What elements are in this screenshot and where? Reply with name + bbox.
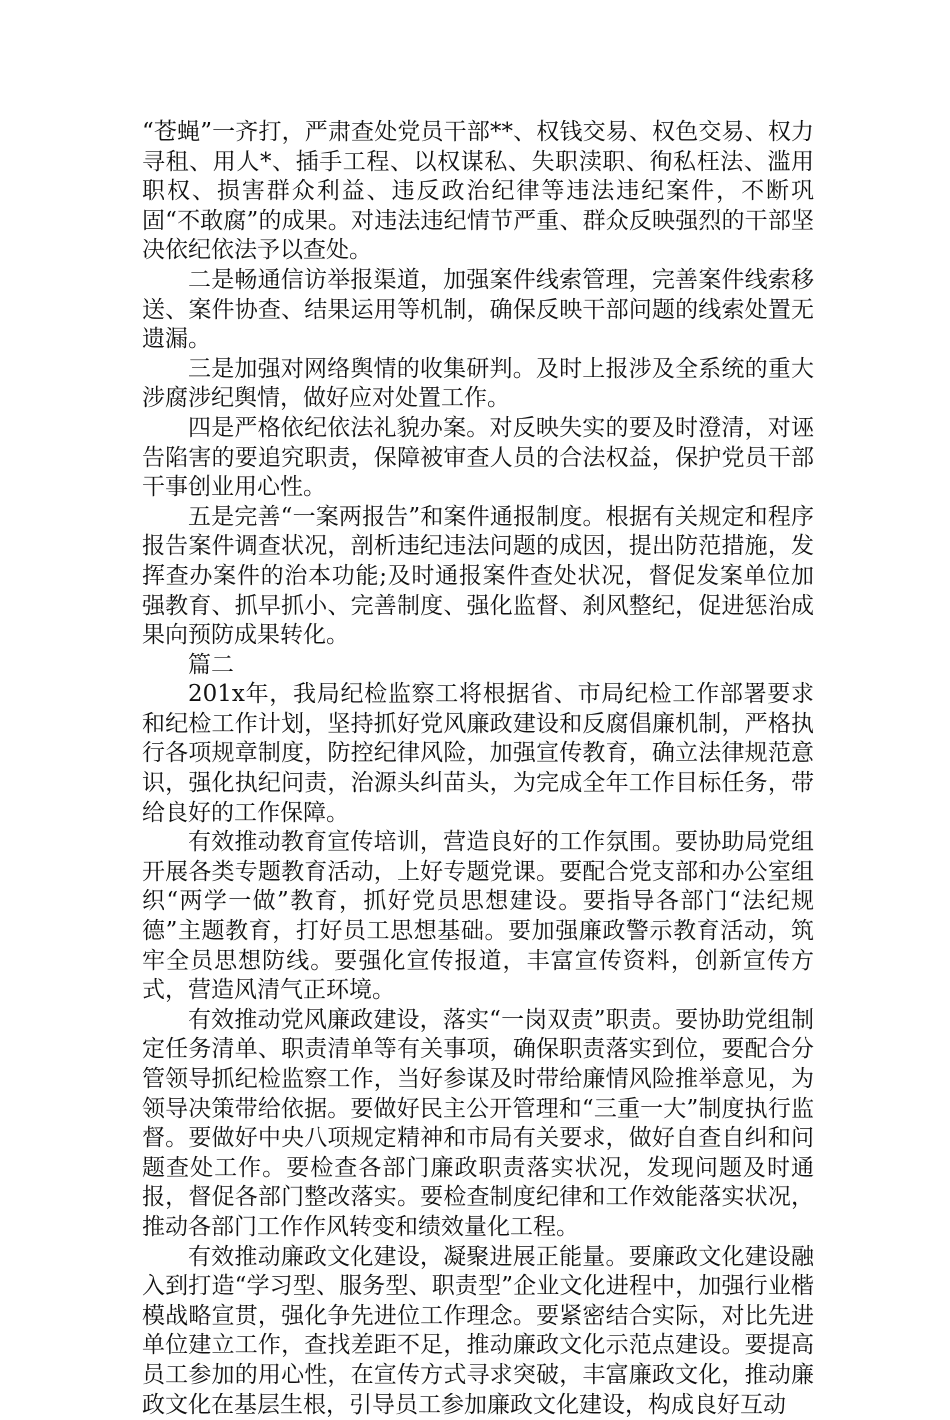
document-body bbox=[142, 118, 814, 1420]
paragraph-4: 四是严格依纪依法礼貌办案。对反映失实的要及时澄清，对诬告陷害的要追究职责，保障被审查人员的合法权益，保护党员干部干事创业用心性。 bbox=[142, 414, 814, 501]
paragraph-8: 有效推动党风廉政建设，落实“一岗双责”职责。要协助党组制定任务清单、职责清单等有关事项，确保职责落实到位，要配合分管领导抓纪检监察工作，当好参谋及时带给廉情风险推举意见，为领导决策带给依据。要做好民主公开管理和“三重一大”制度执行监督。要做好中央八项规定精神和市局有关要求，做好自查自纠和问题查处工作。要检查各部门廉政职责落实状况，发现问题及时通报，督促各部门整改落实。要检查制度纪律和工作效能落实状况，推动各部门工作作风转变和绩效量化工程。 bbox=[142, 1006, 814, 1240]
paragraph-6: 201x年，我局纪检监察工将根据省、市局纪检工作部署要求和纪检工作计划，坚持抓好党风廉政建设和反腐倡廉机制，严格执行各项规章制度，防控纪律风险，加强宣传教育，确立法律规范意识，强化执纪问责，治源头纠苗头，为完成全年工作目标任务，带给良好的工作保障。 bbox=[142, 681, 814, 826]
section-heading: 篇二 bbox=[188, 651, 234, 678]
paragraph-9: 有效推动廉政文化建设，凝聚进展正能量。要廉政文化建设融入到打造“学习型、服务型、职责型”企业文化进程中，加强行业楷模战略宣贯，强化争先进位工作理念。要紧密结合实际，对比先进单位建立工作，查找差距不足，推动廉政文化示范点建设。要提高员工参加的用心性，在宣传方式寻求突破，丰富廉政文化，推动廉政文化在基层生根，引导员工参加廉政文化建设，构成良好互动 bbox=[142, 1243, 814, 1418]
paragraph-3: 三是加强对网络舆情的收集研判。及时上报涉及全系统的重大涉腐涉纪舆情，做好应对处置工作。 bbox=[142, 355, 814, 412]
paragraph-2: 二是畅通信访举报渠道，加强案件线索管理，完善案件线索移送、案件协查、结果运用等机制，确保反映干部问题的线索处置无遗漏。 bbox=[142, 266, 814, 353]
paragraph-7: 有效推动教育宣传培训，营造良好的工作氛围。要协助局党组开展各类专题教育活动，上好专题党课。要配合党支部和办公室组织“两学一做”教育，抓好党员思想建设。要指导各部门“法纪规德”主题教育，打好员工思想基础。要加强廉政警示教育活动，筑牢全员思想防线。要强化宣传报道，丰富宣传资料，创新宣传方式，营造风清气正环境。 bbox=[142, 829, 814, 1004]
paragraph-5: 五是完善“一案两报告”和案件通报制度。根据有关规定和程序报告案件调查状况，剖析违纪违法问题的成因，提出防范措施，发挥查办案件的治本功能;及时通报案件查处状况，督促发案单位加强教育、抓早抓小、完善制度、强化监督、刹风整纪，促进惩治成果向预防成果转化。 bbox=[142, 503, 814, 649]
paragraph-1: “苍蝇”一齐打，严肃查处党员干部**、权钱交易、权色交易、权力寻租、用人*、插手工程、以权谋私、失职渎职、徇私枉法、滥用职权、损害群众利益、违反政治纪律等违法违纪案件，不断巩固“不敢腐”的成果。对违法违纪情节严重、群众反映强烈的干部坚决依纪依法予以查处。 bbox=[142, 119, 814, 264]
